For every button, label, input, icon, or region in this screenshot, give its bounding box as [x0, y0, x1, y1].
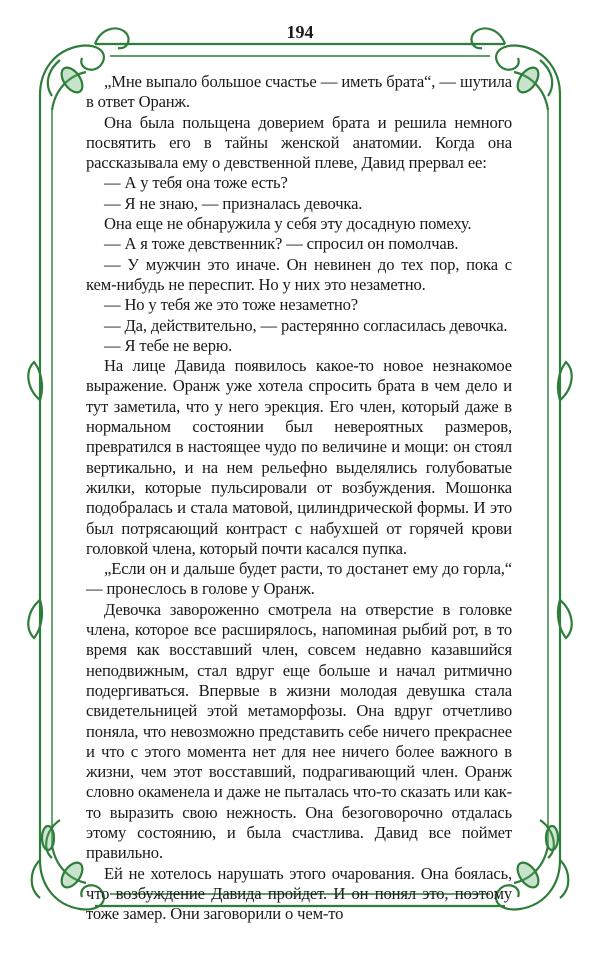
- paragraph: На лице Давида появилось какое-то новое незнакомое выражение. Оранж уже хотела спросить брата в чем дело и тут заметила, что у него эрекция. Его член, который даже в нормальном состоянии был невероятных размеров, превратился в настоящее чудо по величине и мощи: он стоял вертикально, и на нем рельефно выделялись голубоватые жилки, которые пульсировали от возбуждения. Мошонка подобралась и стала матовой, цилиндрической формы. И это был потрясающий контраст с набухшей от горячей крови головкой члена, который почти касался пупка.: [86, 356, 512, 558]
- paragraph: — А я тоже девственник? — спросил он помолчав.: [104, 234, 459, 254]
- paragraph: Девочка завороженно смотрела на отверстие в головке члена, которое все расширялось, напоминая рыбий рот, в то время как восставший член, совсем недавно казавшийся неподвижным, стал вдруг еще больше и начал ритмично подергиваться. Впервые в жизни молодая девушка стала свидетельницей этой метаморфозы. Она вдруг отчетливо поняла, что невозможно представить себе ничего прекраснее и что с этого момента нет для нее ничего более важного в жизни, чем этот восставший, подрагивающий член. Оранж словно окаменела и даже не пыталась что-то сказать или как-то выразить свою нежность. Она безоговорочно отдалась этому состоянию, и была счастлива. Давид все поймет правильно.: [86, 599, 512, 863]
- paragraph: — Я не знаю, — призналась девочка.: [104, 193, 363, 213]
- paragraph: Она еще не обнаружила у себя эту досадную помеху.: [104, 214, 472, 234]
- paragraph: — Я тебе не верю.: [104, 335, 233, 355]
- paragraph: „Мне выпало большое счастье — иметь брата“, — шутила в ответ Оранж.: [86, 72, 512, 112]
- paragraph: Она была польщена доверием брата и решила немного посвятить его в тайны женской анатомии. Когда она рассказывала ему о девственной плеве, Давид прервал ее:: [86, 112, 512, 173]
- body-text: [86, 72, 512, 924]
- page-number: 194: [286, 22, 314, 42]
- paragraph: „Если он и дальше будет расти, то достанет ему до горла,“ — пронеслось в голове у Оранж.: [86, 559, 512, 599]
- paragraph: Ей не хотелось нарушать этого очарования. Она боялась, что возбуждение Давида пройдет. И он понял это, поэтому тоже замер. Они заговорили о чем-то: [86, 863, 512, 924]
- paragraph: — Но у тебя же это тоже незаметно?: [104, 295, 359, 315]
- paragraph: — А у тебя она тоже есть?: [104, 173, 288, 193]
- paragraph: — У мужчин это иначе. Он невинен до тех пор, пока с кем-нибудь не переспит. Но у них это незаметно.: [86, 254, 512, 294]
- paragraph: — Да, действительно, — растерянно согласилась девочка.: [104, 315, 508, 335]
